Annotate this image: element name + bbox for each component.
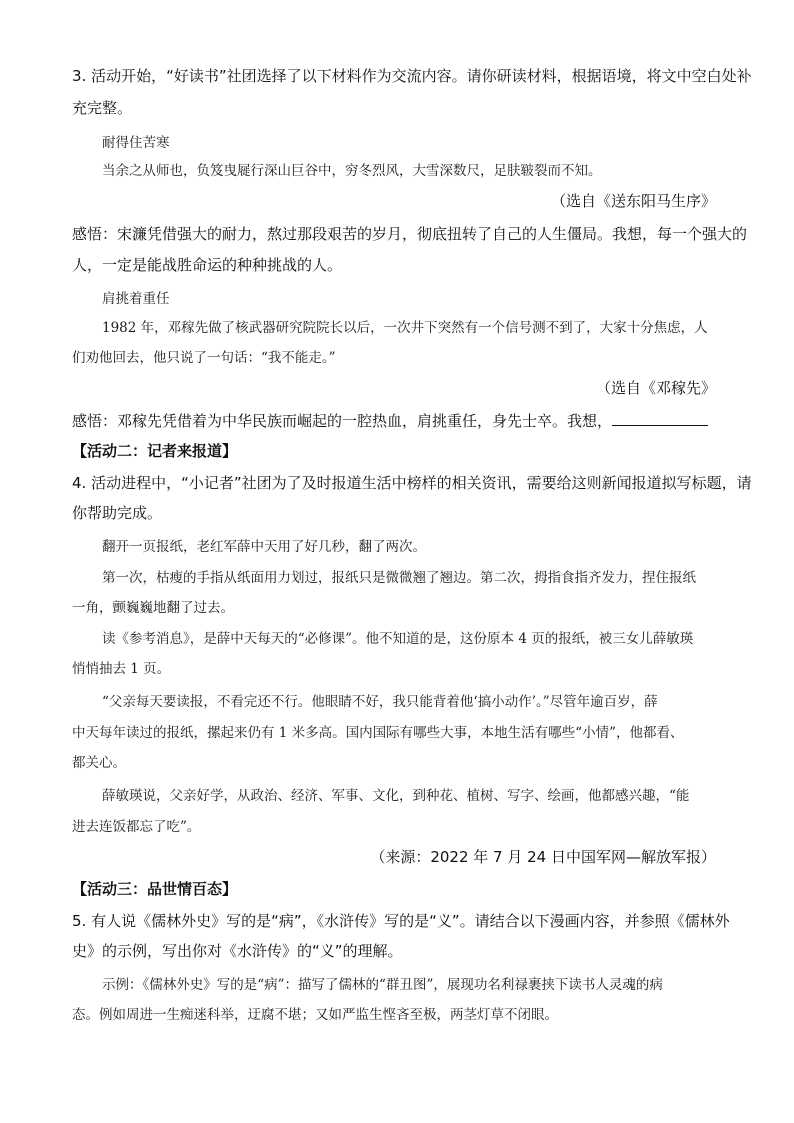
material-2-source: （选自《邓稼先》 (595, 379, 716, 397)
news-line-8: 都关心。 (72, 755, 126, 771)
news-line-9: 薛敏瑛说，父亲好学，从政治、经济、军事、文化，到种花、植树、写字、绘画，他都感兴趣，“能 (102, 788, 690, 804)
insight-1-line-1: 感悟：宋濂凭借强大的耐力，熬过那段艰苦的岁月，彻底扭转了自己的人生僵局。我想，每一个强大的 (72, 225, 748, 243)
example-line-1: 示例：《儒林外史》写的是“病”：描写了儒林的“群丑图”，展现功名利禄裹挟下读书人灵魂的病 (102, 977, 663, 993)
q3-line-2: 充完整。 (72, 99, 133, 117)
example-line-2: 态。例如周进一生痴迷科举，迂腐不堪；又如严监生悭吝至极，两茎灯草不闭眼。 (72, 1007, 558, 1023)
activity-3-heading: 【活动三：品世情百态】 (72, 880, 238, 898)
material-2-text-line-2: 们劝他回去，他只说了一句话：“我不能走。” (72, 350, 336, 366)
answer-blank[interactable] (612, 410, 708, 426)
news-line-7: 中天每年读过的报纸，摞起来仍有 1 米多高。国内国际有哪些大事，本地生活有哪些“小情”，他都看、 (72, 725, 684, 741)
insight-1-line-2: 人，一定是能战胜命运的种种挑战的人。 (72, 256, 343, 274)
q5-line-2: 史》的示例，写出你对《水浒传》的“义”的理解。 (72, 942, 403, 960)
material-2-text-line-1: 1982 年，邓稼先做了核武器研究院院长以后，一次井下突然有一个信号测不到了，大家十分焦虑，人 (102, 320, 708, 336)
q4-line-1: 4. 活动进程中，“小记者”社团为了及时报道生活中榜样的相关资讯，需要给这则新闻报道拟写标题，请 (72, 474, 752, 492)
insight-2-text: 感悟：邓稼先凭借着为中华民族而崛起的一腔热血，肩挑重任，身先士卒。我想， (72, 412, 613, 430)
material-1-text: 当余之从师也，负笈曳屣行深山巨谷中，穷冬烈风，大雪深数尺，足肤皲裂而不知。 (102, 163, 602, 179)
q5-line-1: 5. 有人说《儒林外史》写的是“病”，《水浒传》写的是“义”。请结合以下漫画内容，并参照《儒林外 (72, 912, 730, 930)
news-line-4: 读《参考消息》，是薛中天每天的“必修课”。他不知道的是，这份原本 4 页的报纸，被三女儿薛敏瑛 (102, 631, 694, 647)
news-line-1: 翻开一页报纸，老红军薛中天用了好几秒，翻了两次。 (102, 539, 426, 555)
q3-line-1: 3. 活动开始，“好读书”社团选择了以下材料作为交流内容。请你研读材料，根据语境，将文中空白处补 (72, 67, 752, 85)
news-line-3: 一角，颤巍巍地翻了过去。 (72, 600, 234, 616)
news-line-6: “父亲每天要读报，不看完还不行。他眼睛不好，我只能背着他‘搞小动作’。”尽管年逾百岁，薛 (102, 694, 658, 710)
q4-line-2: 你帮助完成。 (72, 504, 163, 522)
news-line-10: 进去连饭都忘了吃”。 (72, 819, 201, 835)
material-2-title: 肩挑着重任 (102, 291, 170, 307)
news-line-5: 悄悄抽去 1 页。 (72, 661, 171, 677)
news-source: （来源：2022 年 7 月 24 日中国军网—解放军报） (370, 848, 716, 866)
material-1-title: 耐得住苦寒 (102, 135, 170, 151)
material-1-source: （选自《送东阳马生序》 (550, 192, 716, 210)
news-line-2: 第一次，枯瘦的手指从纸面用力划过，报纸只是微微翘了翘边。第二次，拇指食指齐发力，捏住报纸 (102, 570, 696, 586)
insight-2-line (72, 410, 708, 431)
activity-2-heading: 【活动二：记者来报道】 (72, 442, 238, 460)
